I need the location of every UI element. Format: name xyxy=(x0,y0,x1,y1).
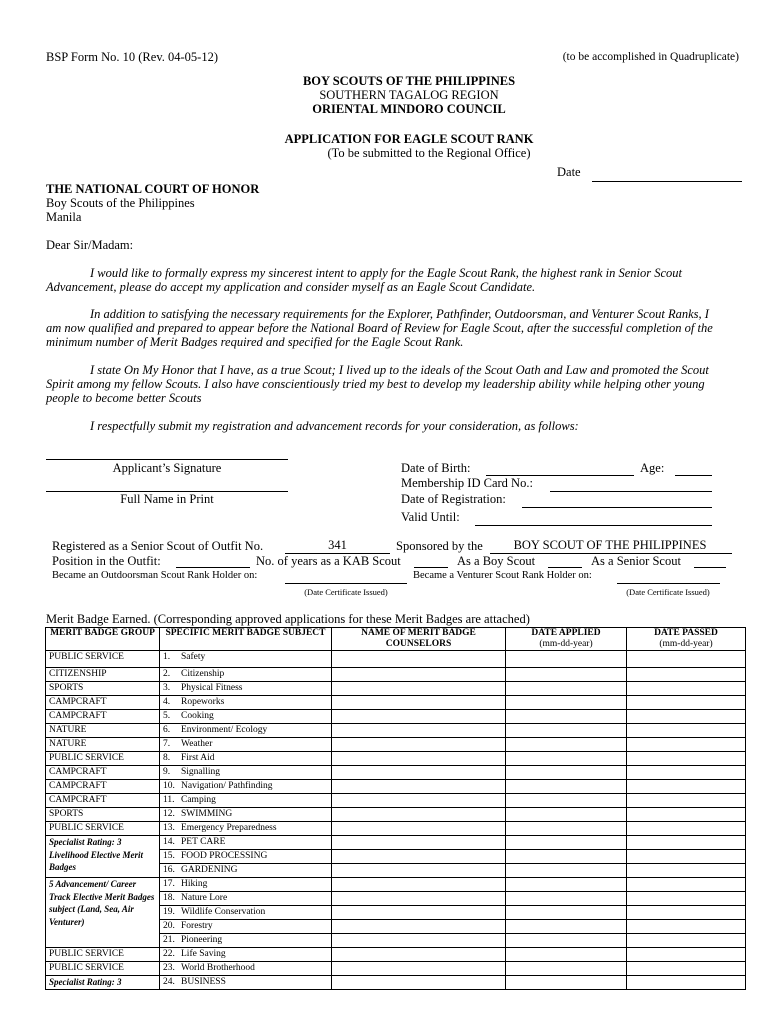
badge-subject xyxy=(160,766,332,780)
badge-subject-text: BUSINESS xyxy=(181,977,226,987)
badge-group: Specialist Rating: 3 xyxy=(46,976,160,990)
date-applied-cell[interactable] xyxy=(506,696,627,710)
as-boy-scout-field[interactable] xyxy=(548,567,582,568)
date-applied-cell[interactable] xyxy=(506,780,627,794)
as-senior-scout-label: As a Senior Scout xyxy=(591,554,681,568)
header-applied-format: (mm-dd-year) xyxy=(539,638,593,649)
table-row xyxy=(46,682,746,696)
date-passed-cell[interactable] xyxy=(627,962,746,976)
badge-number: 4. xyxy=(163,697,171,707)
badge-number: 10. xyxy=(163,781,175,791)
badge-number: 22. xyxy=(163,949,175,959)
badge-group: PUBLIC SERVICE xyxy=(46,752,160,766)
badge-group: PUBLIC SERVICE xyxy=(46,962,160,976)
badge-subject xyxy=(160,850,332,864)
paragraph-honor xyxy=(46,363,722,405)
date-passed-cell[interactable] xyxy=(627,738,746,752)
header-passed-format: (mm-dd-year) xyxy=(659,638,713,649)
counselor-cell[interactable] xyxy=(332,976,506,990)
badge-number: 19. xyxy=(163,907,175,917)
table-row xyxy=(46,878,746,892)
date-applied-cell[interactable] xyxy=(506,878,627,892)
badge-number: 8. xyxy=(163,753,171,763)
header-passed-title: DATE PASSED xyxy=(654,628,718,638)
badge-number: 2. xyxy=(163,669,171,679)
table-row xyxy=(46,766,746,780)
table-row xyxy=(46,752,746,766)
badge-subject xyxy=(160,822,332,836)
badge-group: CAMPCRAFT xyxy=(46,780,160,794)
badge-subject-text: Safety xyxy=(181,652,206,662)
form-title: APPLICATION FOR EAGLE SCOUT RANK xyxy=(284,132,534,146)
badge-group: SPORTS xyxy=(46,682,160,696)
counselor-cell[interactable] xyxy=(332,948,506,962)
header-applied-title: DATE APPLIED xyxy=(531,628,601,638)
badge-subject-text: Life Saving xyxy=(181,949,226,959)
badge-subject xyxy=(160,934,332,948)
counselor-cell[interactable] xyxy=(332,682,506,696)
addressee-title: THE NATIONAL COURT OF HONOR xyxy=(46,182,260,196)
badge-number: 16. xyxy=(163,865,175,875)
table-row xyxy=(46,962,746,976)
date-passed-cell[interactable] xyxy=(627,920,746,934)
counselor-cell[interactable] xyxy=(332,752,506,766)
position-label: Position in the Outfit: xyxy=(52,554,161,568)
badge-subject xyxy=(160,682,332,696)
paragraph-honor-text: I state On My Honor that I have, as a true Scout; I lived up to the ideals of the Scout Oath and Law and promoted the Scout Spirit among my fellow Scouts. I also have conscientiously tried my best to develop my leadership ability while helping other young people to become better Scouts xyxy=(46,363,709,405)
badge-subject xyxy=(160,696,332,710)
table-row xyxy=(46,948,746,962)
date-passed-cell[interactable] xyxy=(627,780,746,794)
badge-subject xyxy=(160,738,332,752)
date-applied-cell[interactable] xyxy=(506,892,627,906)
counselor-cell[interactable] xyxy=(332,878,506,892)
counselor-cell[interactable] xyxy=(332,822,506,836)
badge-subject-text: Environment/ Ecology xyxy=(181,725,268,735)
badge-group: CAMPCRAFT xyxy=(46,794,160,808)
date-applied-cell[interactable] xyxy=(506,822,627,836)
badge-group: 5 Advancement/ Career Track Elective Merit Badges subject (Land, Sea, Air Venturer) xyxy=(46,878,160,948)
table-row xyxy=(46,668,746,682)
counselor-cell[interactable] xyxy=(332,906,506,920)
counselor-cell[interactable] xyxy=(332,724,506,738)
badge-group: NATURE xyxy=(46,738,160,752)
counselor-cell[interactable] xyxy=(332,836,506,850)
badge-subject xyxy=(160,948,332,962)
badge-subject xyxy=(160,724,332,738)
outdoorsman-label: Became an Outdoorsman Scout Rank Holder on: xyxy=(52,570,258,581)
badge-group: Specialist Rating: 3 Livelihood Elective Merit Badges xyxy=(46,836,160,878)
badge-group: CAMPCRAFT xyxy=(46,696,160,710)
date-applied-cell[interactable] xyxy=(506,682,627,696)
full-name-label: Full Name in Print xyxy=(120,492,214,506)
header-counselors: NAME OF MERIT BADGE COUNSELORS xyxy=(332,628,506,651)
badge-subject xyxy=(160,794,332,808)
badge-number: 6. xyxy=(163,725,171,735)
valid-until-label: Valid Until: xyxy=(401,510,460,524)
badge-group: CAMPCRAFT xyxy=(46,766,160,780)
valid-until-field[interactable] xyxy=(475,525,712,526)
date-passed-cell[interactable] xyxy=(627,682,746,696)
table-row xyxy=(46,696,746,710)
org-name: BOY SCOUTS OF THE PHILIPPINES xyxy=(302,74,516,88)
date-applied-cell[interactable] xyxy=(506,710,627,724)
as-senior-scout-field[interactable] xyxy=(694,567,726,568)
counselor-cell[interactable] xyxy=(332,934,506,948)
as-boy-scout-label: As a Boy Scout xyxy=(457,554,536,568)
badge-number: 15. xyxy=(163,851,175,861)
years-kab-field[interactable] xyxy=(414,567,448,568)
paragraph-requirements-text: In addition to satisfying the necessary requirements for the Explorer, Pathfinder, Outdoorsman, and Venturer Scout Ranks, I am now qualified and prepared to appear before the National Board of Review for Eagle Scout, after the successful completion of the minimum number of Merit Badges required and specified for the Eagle Scout Rank. xyxy=(46,307,713,349)
quadruplicate-note: (to be accomplished in Quadruplicate) xyxy=(562,51,739,63)
header-passed xyxy=(627,628,746,651)
badge-subject xyxy=(160,836,332,850)
date-passed-cell[interactable] xyxy=(627,864,746,878)
table-row xyxy=(46,724,746,738)
badge-number: 20. xyxy=(163,921,175,931)
venturer-label: Became a Venturer Scout Rank Holder on: xyxy=(413,570,592,581)
header-applied xyxy=(506,628,627,651)
table-row xyxy=(46,822,746,836)
paragraph-submit-text: I respectfully submit my registration and advancement records for your consideration, as follows: xyxy=(90,419,579,433)
membership-id-field[interactable] xyxy=(550,491,712,492)
badge-subject xyxy=(160,752,332,766)
membership-id-label: Membership ID Card No.: xyxy=(401,476,533,490)
badge-subject xyxy=(160,892,332,906)
date-applied-cell[interactable] xyxy=(506,906,627,920)
table-row xyxy=(46,738,746,752)
counselor-cell[interactable] xyxy=(332,962,506,976)
badge-subject xyxy=(160,976,332,990)
date-applied-cell[interactable] xyxy=(506,766,627,780)
badge-number: 11. xyxy=(163,795,175,805)
badge-subject xyxy=(160,962,332,976)
date-applied-cell[interactable] xyxy=(506,668,627,682)
applicant-signature-label: Applicant’s Signature xyxy=(112,461,222,475)
date-passed-cell[interactable] xyxy=(627,822,746,836)
badge-subject-text: GARDENING xyxy=(181,865,238,875)
date-applied-cell[interactable] xyxy=(506,651,627,668)
date-passed-cell[interactable] xyxy=(627,724,746,738)
badge-number: 24. xyxy=(163,977,175,987)
date-registration-label: Date of Registration: xyxy=(401,492,506,506)
badge-subject-text: Camping xyxy=(181,795,216,805)
badge-subject-text: FOOD PROCESSING xyxy=(181,851,268,861)
counselor-cell[interactable] xyxy=(332,766,506,780)
badge-subject-text: World Brotherhood xyxy=(181,963,255,973)
badge-subject xyxy=(160,651,332,668)
date-passed-cell[interactable] xyxy=(627,836,746,850)
counselor-cell[interactable] xyxy=(332,696,506,710)
date-passed-cell[interactable] xyxy=(627,752,746,766)
age-field[interactable] xyxy=(675,475,712,476)
date-applied-cell[interactable] xyxy=(506,850,627,864)
date-applied-cell[interactable] xyxy=(506,738,627,752)
badge-group: CAMPCRAFT xyxy=(46,710,160,724)
counselor-cell[interactable] xyxy=(332,651,506,668)
date-applied-cell[interactable] xyxy=(506,724,627,738)
badge-subject-text: Navigation/ Pathfinding xyxy=(181,781,273,791)
date-applied-cell[interactable] xyxy=(506,920,627,934)
table-row xyxy=(46,651,746,668)
badge-subject xyxy=(160,780,332,794)
header-group: MERIT BADGE GROUP xyxy=(46,628,160,651)
badge-group: CITIZENSHIP xyxy=(46,668,160,682)
badge-subject xyxy=(160,668,332,682)
date-passed-cell[interactable] xyxy=(627,878,746,892)
badge-subject xyxy=(160,864,332,878)
table-row xyxy=(46,836,746,850)
badge-number: 5. xyxy=(163,711,171,721)
table-row xyxy=(46,808,746,822)
badge-group: PUBLIC SERVICE xyxy=(46,948,160,962)
counselor-cell[interactable] xyxy=(332,920,506,934)
position-field[interactable] xyxy=(176,567,250,568)
date-passed-cell[interactable] xyxy=(627,906,746,920)
counselor-cell[interactable] xyxy=(332,710,506,724)
date-applied-cell[interactable] xyxy=(506,808,627,822)
badge-group: PUBLIC SERVICE xyxy=(46,651,160,668)
counselor-cell[interactable] xyxy=(332,738,506,752)
badge-group: NATURE xyxy=(46,724,160,738)
date-registration-field[interactable] xyxy=(522,507,712,508)
date-applied-cell[interactable] xyxy=(506,836,627,850)
badge-number: 12. xyxy=(163,809,175,819)
form-subtitle: (To be submitted to the Regional Office) xyxy=(327,146,531,160)
badge-group: PUBLIC SERVICE xyxy=(46,822,160,836)
date-passed-cell[interactable] xyxy=(627,850,746,864)
counselor-cell[interactable] xyxy=(332,780,506,794)
counselor-cell[interactable] xyxy=(332,794,506,808)
council-name: ORIENTAL MINDORO COUNCIL xyxy=(312,102,506,116)
merit-badge-table xyxy=(45,627,746,990)
badge-number: 14. xyxy=(163,837,175,847)
badge-number: 17. xyxy=(163,879,175,889)
date-passed-cell[interactable] xyxy=(627,808,746,822)
header-subject: SPECIFIC MERIT BADGE SUBJECT xyxy=(160,628,332,651)
date-applied-cell[interactable] xyxy=(506,752,627,766)
region-name: SOUTHERN TAGALOG REGION xyxy=(319,88,499,102)
date-passed-cell[interactable] xyxy=(627,976,746,990)
table-row xyxy=(46,780,746,794)
date-passed-cell[interactable] xyxy=(627,651,746,668)
badge-subject-text: SWIMMING xyxy=(181,809,233,819)
date-passed-cell[interactable] xyxy=(627,892,746,906)
badge-number: 7. xyxy=(163,739,171,749)
badge-subject-text: Hiking xyxy=(181,879,208,889)
badge-number: 21. xyxy=(163,935,175,945)
badge-subject xyxy=(160,808,332,822)
badge-subject xyxy=(160,878,332,892)
badge-subject-text: Emergency Preparedness xyxy=(181,823,277,833)
sponsored-by-label: Sponsored by the xyxy=(396,539,483,553)
counselor-cell[interactable] xyxy=(332,668,506,682)
badge-subject-text: Wildlife Conservation xyxy=(181,907,266,917)
badge-subject-text: Cooking xyxy=(181,711,214,721)
badge-subject xyxy=(160,906,332,920)
date-applied-cell[interactable] xyxy=(506,962,627,976)
signature-line[interactable] xyxy=(46,459,288,460)
date-applied-cell[interactable] xyxy=(506,976,627,990)
paragraph-intent-text: I would like to formally express my sincerest intent to apply for the Eagle Scout Rank, the highest rank in Senior Scout Advancement, please do accept my application and consider myself as an Eagle Scout Candidate. xyxy=(46,266,683,294)
badge-subject-text: First Aid xyxy=(181,753,215,763)
outdoorsman-date-field[interactable] xyxy=(285,583,407,584)
age-label: Age: xyxy=(640,461,665,475)
addressee-org: Boy Scouts of the Philippines xyxy=(46,196,195,210)
badge-subject-text: Weather xyxy=(181,739,213,749)
date-applied-cell[interactable] xyxy=(506,864,627,878)
sponsor-value[interactable]: BOY SCOUT OF THE PHILIPPINES xyxy=(513,538,707,552)
date-applied-cell[interactable] xyxy=(506,934,627,948)
paragraph-submit xyxy=(46,419,722,433)
date-label: Date xyxy=(557,165,581,179)
counselor-cell[interactable] xyxy=(332,808,506,822)
date-passed-cell[interactable] xyxy=(627,934,746,948)
form-number: BSP Form No. 10 (Rev. 04-05-12) xyxy=(46,50,218,64)
badge-subject-text: Ropeworks xyxy=(181,697,225,707)
badge-number: 1. xyxy=(163,652,171,662)
counselor-cell[interactable] xyxy=(332,892,506,906)
badge-number: 23. xyxy=(163,963,175,973)
table-header-row xyxy=(46,628,746,651)
badge-number: 18. xyxy=(163,893,175,903)
badge-number: 13. xyxy=(163,823,175,833)
date-field[interactable] xyxy=(592,181,742,182)
venturer-date-field[interactable] xyxy=(617,583,720,584)
table-row xyxy=(46,976,746,990)
badge-subject-text: Physical Fitness xyxy=(181,683,243,693)
table-row xyxy=(46,710,746,724)
badge-number: 9. xyxy=(163,767,171,777)
date-passed-cell[interactable] xyxy=(627,794,746,808)
badge-subject xyxy=(160,920,332,934)
counselor-cell[interactable] xyxy=(332,850,506,864)
years-kab-label: No. of years as a KAB Scout xyxy=(256,554,401,568)
date-passed-cell[interactable] xyxy=(627,696,746,710)
paragraph-intent xyxy=(46,266,722,294)
badge-subject-text: Signalling xyxy=(181,767,221,777)
badge-number: 3. xyxy=(163,683,171,693)
outfit-no-value[interactable]: 341 xyxy=(328,538,347,552)
badge-subject-text: Nature Lore xyxy=(181,893,228,903)
date-passed-cell[interactable] xyxy=(627,710,746,724)
badge-group: SPORTS xyxy=(46,808,160,822)
date-passed-cell[interactable] xyxy=(627,766,746,780)
addressee-city: Manila xyxy=(46,210,82,224)
registered-as-label: Registered as a Senior Scout of Outfit No. xyxy=(52,539,264,553)
counselor-cell[interactable] xyxy=(332,864,506,878)
date-passed-cell[interactable] xyxy=(627,948,746,962)
badge-subject-text: Forestry xyxy=(181,921,213,931)
salutation: Dear Sir/Madam: xyxy=(46,238,134,252)
badge-subject-text: Citizenship xyxy=(181,669,225,679)
date-cert-note-1: (Date Certificate Issued) xyxy=(304,587,388,597)
paragraph-requirements xyxy=(46,307,722,349)
dob-label: Date of Birth: xyxy=(401,461,471,475)
badge-subject-text: PET CARE xyxy=(181,837,226,847)
badge-subject xyxy=(160,710,332,724)
table-row xyxy=(46,794,746,808)
date-passed-cell[interactable] xyxy=(627,668,746,682)
badge-subject-text: Pioneering xyxy=(181,935,223,945)
date-cert-note-2: (Date Certificate Issued) xyxy=(626,587,710,597)
date-applied-cell[interactable] xyxy=(506,794,627,808)
merit-caption: Merit Badge Earned. (Corresponding approved applications for these Merit Badges are attached) xyxy=(46,612,530,626)
date-applied-cell[interactable] xyxy=(506,948,627,962)
